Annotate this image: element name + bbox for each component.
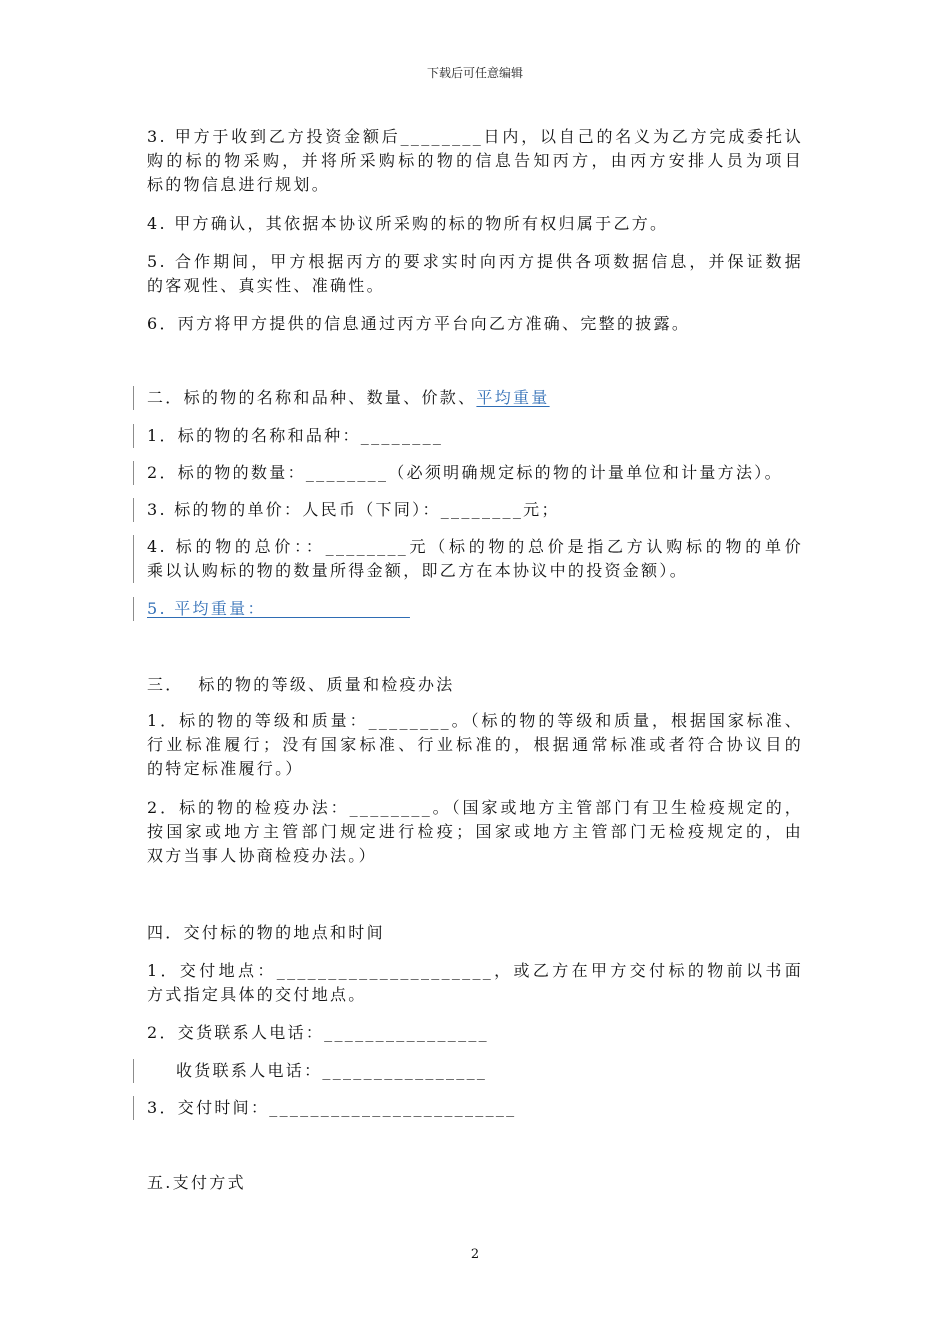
- section-2-heading-text: 二．标的物的名称和品种、数量、价款、: [147, 388, 477, 407]
- inserted-text-average-weight-item: 5. 平均重量：______________: [147, 599, 410, 618]
- section-2-item-5-line: [147, 597, 803, 621]
- section-4-item-1: [147, 959, 803, 1007]
- section-3-heading-line: 三． 标的物的等级、质量和检疫办法: [147, 675, 455, 694]
- section-5-heading: [147, 1171, 803, 1195]
- section-3-item-2-line-2: 按国家或地方主管部门规定进行检疫；国家或地方主管部门无检疫规定的，由: [147, 822, 803, 841]
- section-3-item-2-line-1: 2．标的物的检疫办法：________。（国家或地方主管部门有卫生检疫规定的，: [147, 798, 803, 817]
- section-2-item-4-line-2: 乘以认购标的物的数量所得金额，即乙方在本协议中的投资金额）。: [147, 561, 689, 580]
- section-4-item-2: [147, 1021, 803, 1045]
- section-2-item-2-line: 2．标的物的数量：________（必须明确规定标的物的计量单位和计量方法）。: [147, 463, 783, 482]
- clause-5: [147, 250, 803, 298]
- section-4-item-2-receiver: [147, 1059, 803, 1083]
- section-4-item-1-line-1: 1．交付地点：_____________________，或乙方在甲方交付标的物前以书面: [147, 961, 803, 980]
- section-3-item-2-line-3: 双方当事人协商检疫办法。）: [147, 846, 377, 865]
- page-header-note: 下载后可任意编辑: [426, 66, 523, 80]
- clause-4-line: 4. 甲方确认，其依据本协议所采购的标的物所有权归属于乙方。: [147, 214, 669, 233]
- section-2-item-2: [147, 461, 803, 485]
- section-3-item-2: [147, 796, 803, 868]
- section-3-item-1: [147, 709, 803, 781]
- section-3-item-1-line-2: 行业标准履行；没有国家标准、行业标准的，根据通常标准或者符合协议目的: [147, 735, 803, 754]
- delivery-time-line: 3．交付时间：________________________: [147, 1098, 517, 1117]
- clause-3-line-2: 购的标的物采购，并将所采购标的物的信息告知丙方，由丙方安排人员为项目: [147, 151, 803, 170]
- section-4-heading: [147, 921, 803, 945]
- section-2-item-3: [147, 498, 803, 522]
- clause-3-line-1: 3. 甲方于收到乙方投资金额后________日内，以自己的名义为乙方完成委托认: [147, 127, 803, 146]
- section-5-heading-line: 五.支付方式: [147, 1173, 246, 1192]
- section-2-heading-line: [147, 386, 803, 410]
- clause-3-line-3: 标的物信息进行规划。: [147, 175, 331, 194]
- clause-4: [147, 212, 803, 236]
- clause-5-line-1: 5. 合作期间，甲方根据丙方的要求实时向丙方提供各项数据信息，并保证数据: [147, 252, 803, 271]
- section-4-item-1-line-2: 方式指定具体的交付地点。: [147, 985, 367, 1004]
- clause-6: [147, 312, 803, 336]
- section-2-heading: [147, 386, 803, 410]
- clause-5-line-2: 的客观性、真实性、准确性。: [147, 276, 385, 295]
- page-number: 2: [470, 1247, 480, 1262]
- section-2-item-3-line: 3. 标的物的单价：人民币（下同）：________元；: [147, 500, 560, 519]
- clause-3: [147, 125, 803, 197]
- section-2-item-1-line: 1．标的物的名称和品种：________: [147, 426, 444, 445]
- receiver-contact-phone-line: 收货联系人电话：________________: [176, 1061, 488, 1080]
- clause-6-line: 6．丙方将甲方提供的信息通过丙方平台向乙方准确、完整的披露。: [147, 314, 691, 333]
- section-2-item-1: [147, 424, 803, 448]
- shipper-contact-phone-line: 2．交货联系人电话：________________: [147, 1023, 489, 1042]
- section-4-item-3: [147, 1096, 803, 1120]
- section-3-item-1-line-1: 1．标的物的等级和质量：________。（标的物的等级和质量，根据国家标准、: [147, 711, 803, 730]
- section-3-heading: [147, 673, 803, 697]
- section-2-item-4-line-1: 4. 标的物的总价：：________元（标的物的总价是指乙方认购标的物的单价: [147, 537, 803, 556]
- section-3-item-1-line-3: 的特定标准履行。）: [147, 759, 304, 778]
- section-2-item-4: [147, 535, 803, 583]
- section-4-heading-line: 四．交付标的物的地点和时间: [147, 923, 385, 942]
- inserted-text-average-weight: 平均重量: [476, 388, 550, 407]
- section-2-item-5: [147, 597, 803, 621]
